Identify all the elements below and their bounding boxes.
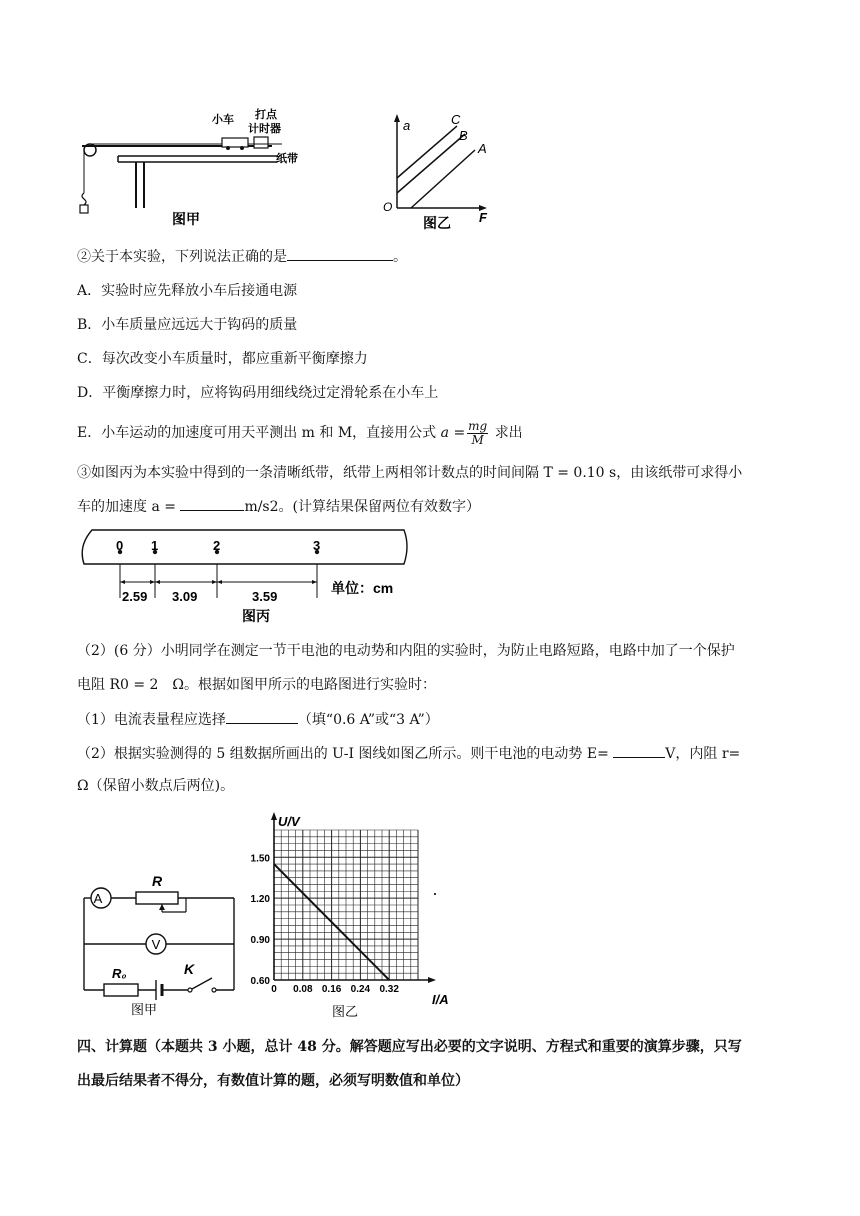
part2-sub1-text: （1）电流表量程应选择 xyxy=(77,712,226,728)
caption-circuit: 图甲 xyxy=(131,1002,158,1017)
q2-option-e xyxy=(77,417,523,449)
part2-line-1: （2）(6 分）小明同学在测定一节干电池的电动势和内阻的实验时，为防止电路短路，电路中加了一个保护 xyxy=(77,643,735,659)
ammeter-label: A xyxy=(93,891,103,906)
q3-line-2 xyxy=(77,496,480,517)
axis-f-label: F xyxy=(479,210,487,225)
figure-a-f-graph xyxy=(375,108,505,233)
chart-caption: 图乙 xyxy=(332,1004,359,1019)
tape-distance-2: 3.09 xyxy=(172,589,198,604)
part2-sub2-suffix: V，内阻 r= xyxy=(665,746,741,762)
section-4-line-1: 四、计算题（本题共 3 小题，总计 48 分。解答题应写出必要的文字说明、方程式和重要的演算步骤，只写 xyxy=(77,1039,742,1055)
chart-y-tick-label: 0.90 xyxy=(250,935,270,947)
axis-a-label: a xyxy=(403,118,411,133)
current-range-blank[interactable] xyxy=(226,709,298,724)
q2-stem xyxy=(77,246,407,267)
chart-y-axis-arrow xyxy=(271,812,277,820)
r0-label: R₀ xyxy=(112,966,127,981)
chart-y-tick-label: 1.50 xyxy=(250,853,270,865)
q2-option-c: C．每次改变小车质量时，都应重新平衡摩擦力 xyxy=(77,351,368,367)
switch-label: K xyxy=(184,961,195,977)
part2-sub1-suffix: （填“0.6 A”或“3 A”） xyxy=(297,712,439,728)
q2-option-e-suffix: 求出 xyxy=(494,425,523,441)
chart-x-tick-label: 0.08 xyxy=(293,984,313,995)
label-timer-1: 打点 xyxy=(255,109,277,121)
line-label-a: A xyxy=(478,141,487,156)
q2-option-b: B．小车质量应远远大于钩码的质量 xyxy=(77,317,298,333)
figure-paper-tape xyxy=(76,526,416,626)
stray-dot xyxy=(434,893,436,895)
tape-distance-3: 3.59 xyxy=(252,589,278,604)
chart-x-tick-label: 0 xyxy=(271,984,277,995)
tape-point-0: 0 xyxy=(116,538,124,553)
origin-label: O xyxy=(383,200,393,214)
tape-point-3: 3 xyxy=(313,538,321,553)
q2-stem-suffix: 。 xyxy=(393,249,407,265)
q3-line-1: ③如图丙为本实验中得到的一条清晰纸带，纸带上两相邻计数点的时间间隔 T = 0.10 s，由该纸带可求得小 xyxy=(77,465,743,481)
voltmeter-label: V xyxy=(151,937,161,952)
q2-option-e-text: E．小车运动的加速度可用天平测出 m 和 M，直接用公式 xyxy=(77,425,437,441)
caption-fig-jia-top: 图甲 xyxy=(172,211,200,227)
tape-distance-1: 2.59 xyxy=(122,589,148,604)
chart-x-axis-arrow xyxy=(428,977,436,983)
formula-denominator: M xyxy=(471,432,484,447)
q3-line-2-suffix: m/s2。(计算结果保留两位有效数字） xyxy=(244,499,480,515)
label-timer-2: 计时器 xyxy=(248,123,281,135)
part2-sub2-line-2: Ω（保留小数点后两位)。 xyxy=(77,778,235,794)
part2-sub2-text: （2）根据实验测得的 5 组数据所画出的 U-I 图线如图乙所示。则干电池的电动势 E= xyxy=(77,746,609,762)
part2-sub2-line-1 xyxy=(77,743,740,764)
tape-point-1: 1 xyxy=(151,538,159,553)
q3-line-2-text: 车的加速度 a = xyxy=(77,499,176,515)
chart-y-tick-label: 1.20 xyxy=(250,894,270,906)
formula-fraction xyxy=(467,420,488,447)
tape-point-2: 2 xyxy=(213,538,221,553)
chart-x-axis-label: I/A xyxy=(432,992,449,1007)
part2-line-2: 电阻 R0 = 2 Ω。根据如图甲所示的电路图进行实验时： xyxy=(77,677,437,693)
formula-numerator: mg xyxy=(468,418,488,433)
q2-stem-text: ②关于本实验，下列说法正确的是 xyxy=(77,249,287,265)
label-cart: 小车 xyxy=(212,114,234,126)
q2-option-d: D．平衡摩擦力时，应将钩码用细线绕过定滑轮系在小车上 xyxy=(77,385,439,401)
q2-option-a: A．实验时应先释放小车后接通电源 xyxy=(77,283,298,299)
tape-unit: 单位：cm xyxy=(331,580,394,596)
chart-x-tick-label: 0.24 xyxy=(350,984,371,995)
label-tape: 纸带 xyxy=(276,153,298,165)
line-label-c: C xyxy=(451,112,461,127)
chart-y-axis-label: U/V xyxy=(278,814,300,829)
rheostat-label: R xyxy=(152,873,163,889)
part2-sub1 xyxy=(77,709,439,730)
figure-cart-apparatus xyxy=(72,108,322,233)
u-i-chart xyxy=(240,808,460,1020)
formula-lhs: a = xyxy=(440,425,466,441)
figure-circuit xyxy=(76,868,248,1018)
section-4-line-2: 出最后结果者不得分，有数值计算的题，必须写明数值和单位） xyxy=(77,1073,469,1089)
chart-x-tick-label: 0.16 xyxy=(321,984,342,995)
q3-answer-blank[interactable] xyxy=(180,496,244,511)
caption-fig-bing: 图丙 xyxy=(242,608,270,624)
line-label-b: B xyxy=(459,128,468,143)
q2-answer-blank[interactable] xyxy=(287,246,393,261)
caption-fig-yi-top: 图乙 xyxy=(423,215,451,231)
chart-y-tick-label: 0.60 xyxy=(250,976,270,987)
emf-blank[interactable] xyxy=(613,743,665,758)
chart-x-tick-label: 0.32 xyxy=(379,984,399,995)
